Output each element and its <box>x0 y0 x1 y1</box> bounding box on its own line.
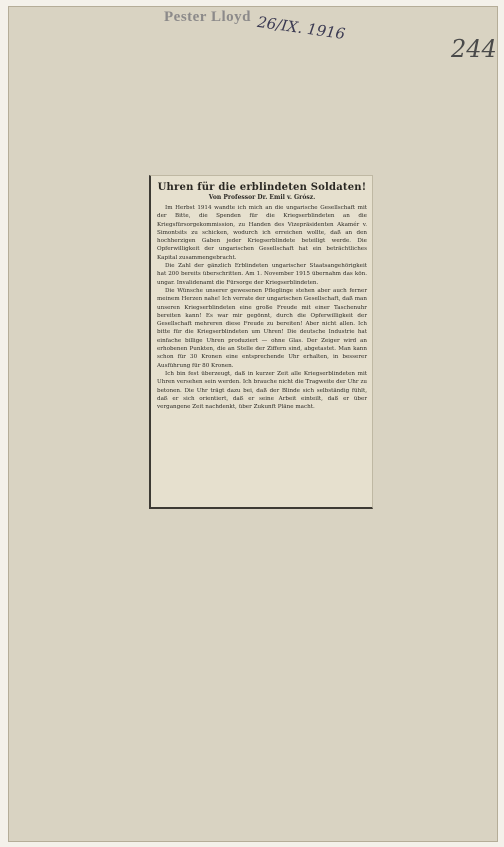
newspaper-stamp: Pester Lloyd <box>164 9 251 25</box>
handwritten-page-number: 244 <box>451 35 497 63</box>
article-paragraph: Ich bin fest überzeugt, daß in kurzer Zeit alle Kriegserblindeten mit Uhren versehen sein werden. Ich brauche nicht die Tragweite der Uhr zu betonen. Die Uhr trägt dazu bei, daß der Blinde sich selbständig fühlt, daß er sich orientiert, daß er seine Arbeit einteilt, daß er über vergangene Zeit nachdenkt, über Zukunft Pläne macht. <box>157 370 367 411</box>
article-paragraph: Im Herbst 1914 wandte ich mich an die ungarische Gesellschaft mit der Bitte, die Spenden für die Kriegserblindeten an die Kriegsfürsorgekommission, zu Handen des Vizepräsidenten Akamér v. Simontsits zu schicken, wodurch ich erreichen wollte, daß an den hochherzigen Gaben jeder Kriegserblindete beteiligt werde. Die Opferwilligkeit der ungarischen Gesellschaft hat ein beträchtliches Kapital zusammengebracht. <box>157 205 367 261</box>
article-author: Von Professor Dr. Emil v. Grósz. <box>208 194 316 201</box>
handwritten-date: 26/IX. 1916 <box>256 12 347 44</box>
article-paragraph: Die Wünsche unserer gewesenen Pfleglinge stehen aber auch ferner meinem Herzen nahe! Ich verrate der ungarischen Gesellschaft, daß man unseren Kriegserblindeten eine große Freude mit einer Taschenuhr bereiten kann! Es war mir gegönnt, durch die Opferwilligkeit der Gesellschaft mehreren diese Freude zu bereiten! Aber nicht allen. Ich bitte für die Kriegserblindeten um Uhren! Die deutsche Industrie hat einfache billige Uhren produziert — ohne Glas. Der Zeiger wird an erhobenen Punkten, die an Stelle der Ziffern sind, abgetastet. Man kann schon für 30 Kronen eine entsprechende Uhr erhalten, in besserer Ausführung für 80 Kronen. <box>157 287 367 369</box>
newspaper-clipping <box>149 175 373 509</box>
article-paragraph: Die Zahl der gänzlich Erblindeten ungarischer Staatsangehörigkeit hat 200 bereits überschritten. Am 1. November 1915 übernahm das kön. ungar. Invalidenamt die Fürsorge der Kriegserblindeten. <box>157 263 367 286</box>
article-title: Uhren für die erblindeten Soldaten! <box>157 182 367 193</box>
archive-page <box>8 6 498 842</box>
